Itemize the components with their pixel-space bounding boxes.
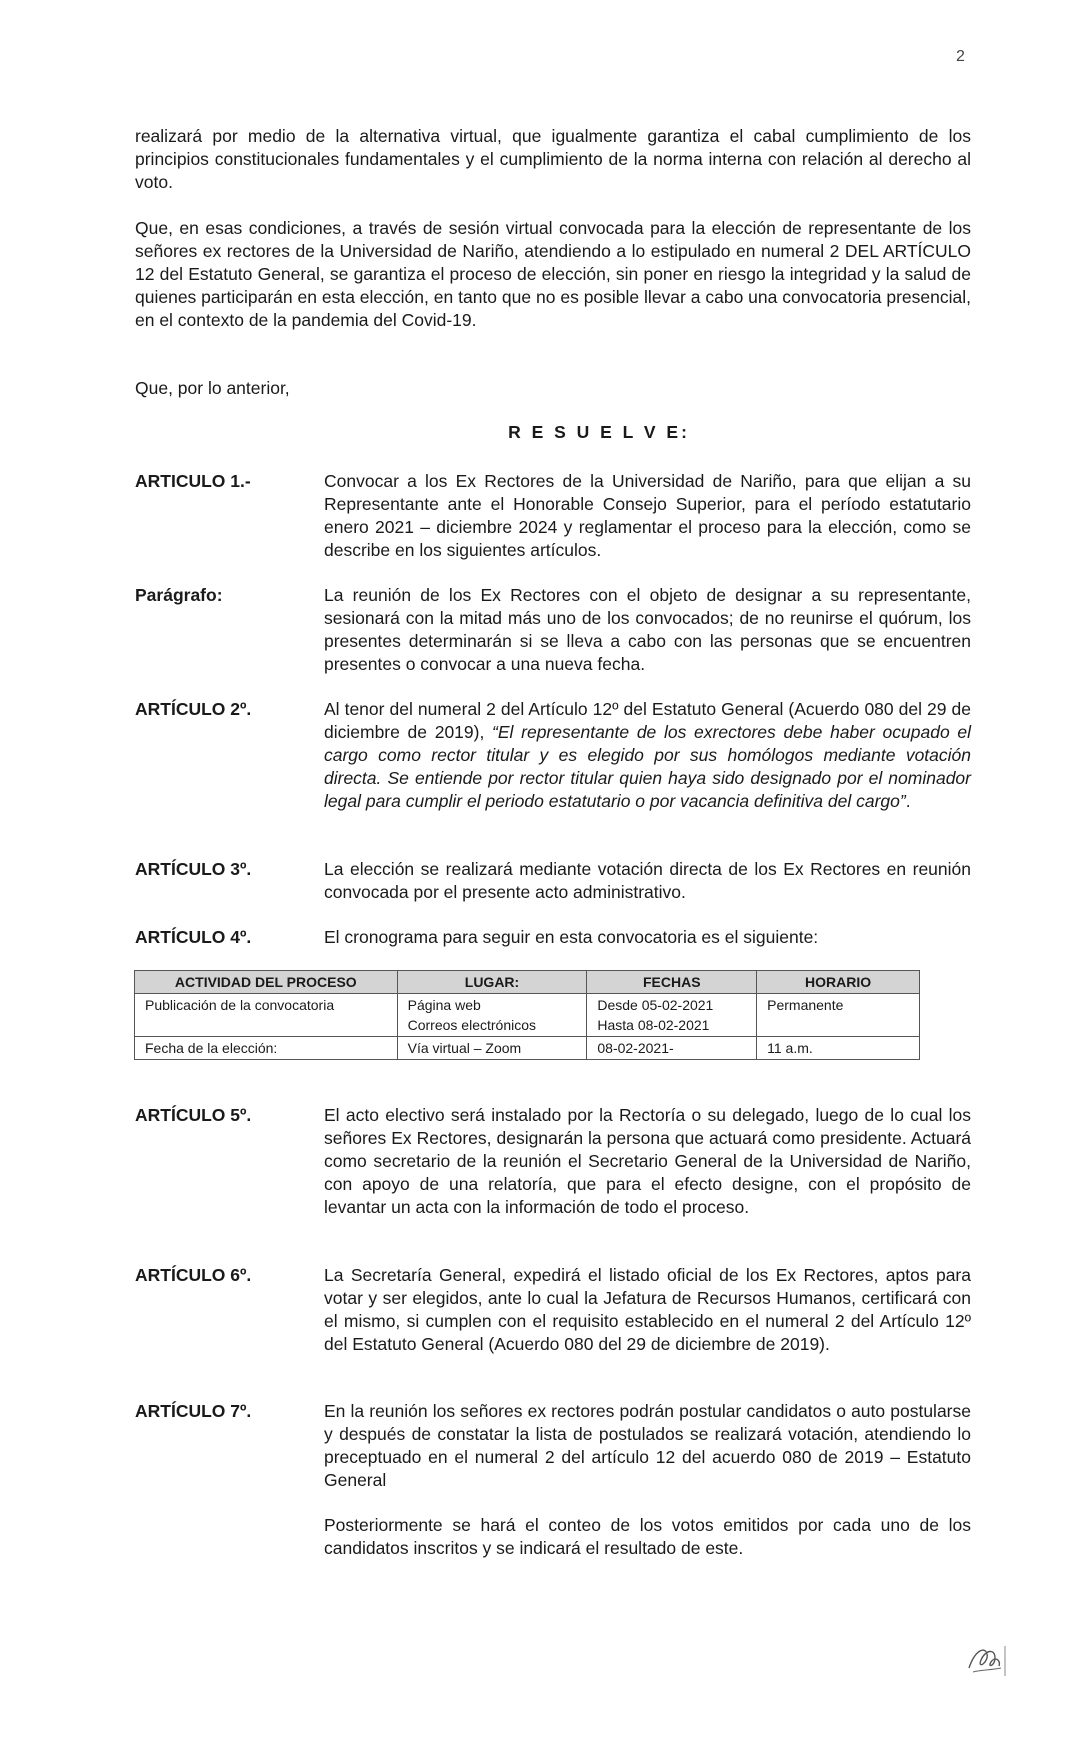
article-7-text-continued: Posteriormente se hará el conteo de los votos emitidos por cada uno de los candidatos inscritos y se indicará el resultado de este.	[324, 1515, 971, 1558]
article-3-text: La elección se realizará mediante votación directa de los Ex Rectores en reunión convocada por el presente acto administrativo.	[324, 859, 971, 902]
paragraph-conditions: Que, en esas condiciones, a través de sesión virtual convocada para la elección de representante de los señores ex rectores de la Universidad de Nariño, atendiendo a lo estipulado en numeral 2 DEL ARTÍCULO 12 del Estatuto General, se garantiza el proceso de elección, sin poner en riesgo la integridad y la salud de quienes participarán en esta elección, en tanto que no es posible llevar a cabo una convocatoria presencial, en el contexto de la pandemia del Covid-19.	[135, 218, 971, 330]
cell-activity: Fecha de la elección:	[135, 1037, 398, 1060]
article-2-quote: “El representante de los exrectores debe haber ocupado el cargo como rector titular y es elegido por sus homólogos mediante votación directa. Se entiende por rector titular quien haya sido designado por el nominador legal para cumplir el periodo estatutario o por vacancia definitiva del cargo”	[324, 722, 971, 811]
header-time: HORARIO	[757, 971, 920, 994]
cell-dates: 08-02-2021-	[587, 1037, 757, 1060]
cell-time: Permanente	[757, 994, 920, 1037]
article-2-end: .	[905, 791, 911, 811]
table-row	[135, 1037, 920, 1060]
cell-date-line: Desde 05-02-2021	[597, 997, 714, 1013]
paragraph-therefore: Que, por lo anterior,	[135, 378, 290, 398]
cell-time: 11 a.m.	[757, 1037, 920, 1060]
article-6-label: ARTÍCULO 6º.	[135, 1265, 252, 1285]
article-4-label: ARTÍCULO 4º.	[135, 927, 252, 947]
cell-place-line: Página web	[407, 997, 481, 1013]
article-2-text	[324, 698, 971, 813]
article-5-text: El acto electivo será instalado por la Rectoría o su delegado, luego de lo cual los señores Ex Rectores, designarán la persona que actuará como presidente. Actuará como secretario de la reunión el Secretario General de la Universidad de Nariño, con apoyo de una relatoría, que para el efecto designe, con el propósito de levantar un acta con la información de todo el proceso.	[324, 1105, 971, 1217]
header-dates: FECHAS	[587, 971, 757, 994]
article-6-text: La Secretaría General, expedirá el listado oficial de los Ex Rectores, aptos para votar y ser elegidos, ante lo cual la Jefatura de Recursos Humanos, certificará con el mismo, si cumplen con el requisito establecido en el numeral 2 del Artículo 12º del Estatuto General (Acuerdo 080 del 29 de diciembre de 2019).	[324, 1265, 971, 1354]
article-1-text: Convocar a los Ex Rectores de la Universidad de Nariño, para que elijan a su Representante ante el Honorable Consejo Superior, para el período estatutario enero 2021 – diciembre 2024 y reglamentar el proceso para la elección, como se describe en los siguientes artículos.	[324, 471, 971, 560]
article-3-label: ARTÍCULO 3º.	[135, 859, 252, 879]
resolution-heading: R E S U E L V E:	[508, 422, 690, 442]
article-5-label: ARTÍCULO 5º.	[135, 1105, 252, 1125]
paragraph-label: Parágrafo:	[135, 585, 223, 605]
schedule-header-row	[135, 971, 920, 994]
signature-initials-icon	[965, 1640, 1009, 1680]
cell-activity: Publicación de la convocatoria	[135, 994, 398, 1037]
cell-place-line: Correos electrónicos	[407, 1017, 536, 1033]
cell-dates	[587, 994, 757, 1037]
cell-place: Vía virtual – Zoom	[397, 1037, 587, 1060]
article-7-text: En la reunión los señores ex rectores podrán postular candidatos o auto postularse y después de constatar la lista de postulados se realizará votación, atendiendo lo preceptuado en el numeral 2 del artículo 12 del acuerdo 080 de 2019 – Estatuto General	[324, 1401, 971, 1490]
cell-date-line: Hasta 08-02-2021	[597, 1017, 710, 1033]
page-number: 2	[956, 48, 965, 65]
article-2-intro: Al tenor del numeral 2 del Artículo 12º del Estatuto General (Acuerdo 080 del 29 de diciembre de 2019),	[324, 699, 971, 742]
cell-place	[397, 994, 587, 1037]
article-7-label: ARTÍCULO 7º.	[135, 1401, 252, 1421]
paragraph-text: La reunión de los Ex Rectores con el objeto de designar a su representante, sesionará con la mitad más uno de los convocados; de no reunirse el quórum, los presentes determinarán si se lleva a cabo con las personas que se encuentren presentes o convocar a una nueva fecha.	[324, 585, 971, 674]
article-4-text: El cronograma para seguir en esta convocatoria es el siguiente:	[324, 927, 819, 947]
article-2-label: ARTÍCULO 2º.	[135, 699, 252, 719]
table-row	[135, 994, 920, 1037]
article-1-label: ARTICULO 1.-	[135, 471, 251, 491]
header-activity: ACTIVIDAD DEL PROCESO	[135, 971, 398, 994]
schedule-table	[134, 970, 920, 1060]
paragraph-intro: realizará por medio de la alternativa virtual, que igualmente garantiza el cabal cumplimiento de los principios constitucionales fundamentales y el cumplimiento de la norma interna con relación al derecho al voto.	[135, 126, 971, 192]
header-place: LUGAR:	[397, 971, 587, 994]
